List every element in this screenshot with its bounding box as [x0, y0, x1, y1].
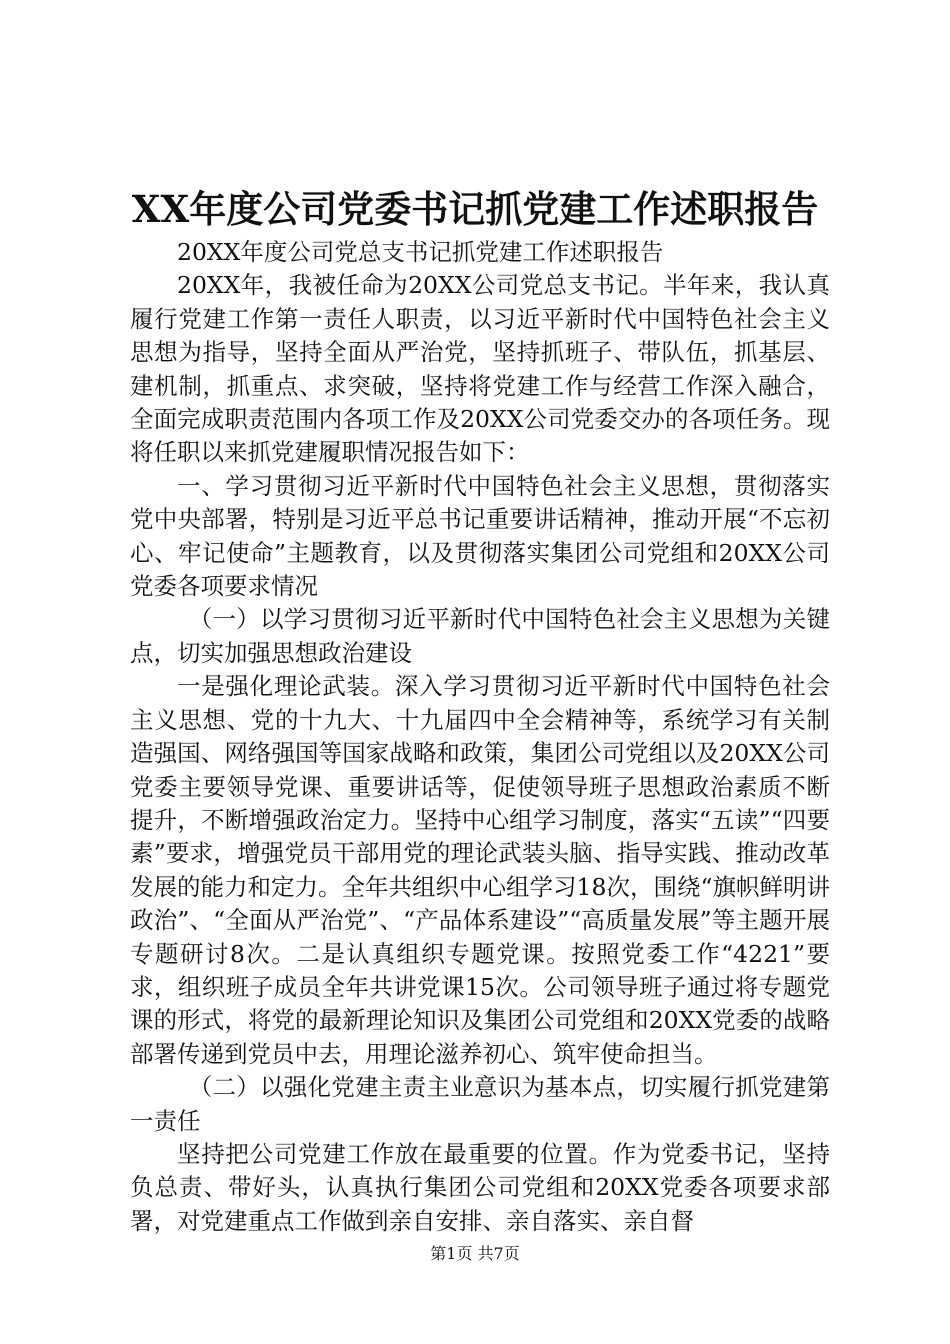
paragraph-subtitle: 20XX年度公司党总支书记抓党建工作述职报告 — [177, 238, 664, 266]
paragraph-theory: 一是强化理论武装。深入学习贯彻习近平新时代中国特色社会主义思想、党的十九大、十九届四中全会精神等，系统学习有关制造强国、网络强国等国家战略和政策，集团公司党组以及20XX公司党委主要领导党课、重要讲话等，促使领导班子思想政治素质不断提升，不断增强政治定力。坚持中心组学习制度，落实“五读”“四要素”要求，增强党员干部用党的理论武装头脑、指导实践、推动改革发展的能力和定力。全年共组织中心组学习18次，围绕“旗帜鲜明讲政治”、“全面从严治党”、“产品体系建设”“高质量发展”等主题开展专题研讨8次。二是认真组织专题党课。按照党委工作“4221”要求，组织班子成员全年共讲党课15次。公司领导班子通过将专题党课的形式，将党的最新理论知识及集团公司党组和20XX党委的战略部署传递到党员中去，用理论滋养初心、筑牢使命担当。 — [130, 672, 830, 1068]
paragraph-intro: 20XX年，我被任命为20XX公司党总支书记。半年来，我认真履行党建工作第一责任人职责，以习近平新时代中国特色社会主义思想为指导，坚持全面从严治党，坚持抓班子、带队伍，抓基层、建机制，抓重点、求突破，坚持将党建工作与经营工作深入融合，全面完成职责范围内各项工作及20XX公司党委交办的各项任务。现将任职以来抓党建履职情况报告如下： — [130, 271, 830, 467]
page-number: 第1页 共7页 — [430, 1244, 520, 1263]
document-title: XX年度公司党委书记抓党建工作述职报告 — [131, 187, 819, 231]
paragraph-subsection-2: （二）以强化党建主责主业意识为基本点，切实履行抓党建第一责任 — [130, 1073, 830, 1135]
paragraph-subsection-1: （一）以学习贯彻习近平新时代中国特色社会主义思想为关键点，切实加强思想政治建设 — [130, 605, 830, 667]
document-body — [130, 236, 830, 1238]
paragraph-section-1: 一、学习贯彻习近平新时代中国特色社会主义思想，贯彻落实党中央部署，特别是习近平总书记重要讲话精神，推动开展“不忘初心、牢记使命”主题教育，以及贯彻落实集团公司党组和20XX公司党委各项要求情况 — [130, 471, 830, 601]
paragraph-responsibility: 坚持把公司党建工作放在最重要的位置。作为党委书记，坚持负总责、带好头，认真执行集团公司党组和20XX党委各项要求部署，对党建重点工作做到亲自安排、亲自落实、亲自督 — [130, 1139, 830, 1235]
